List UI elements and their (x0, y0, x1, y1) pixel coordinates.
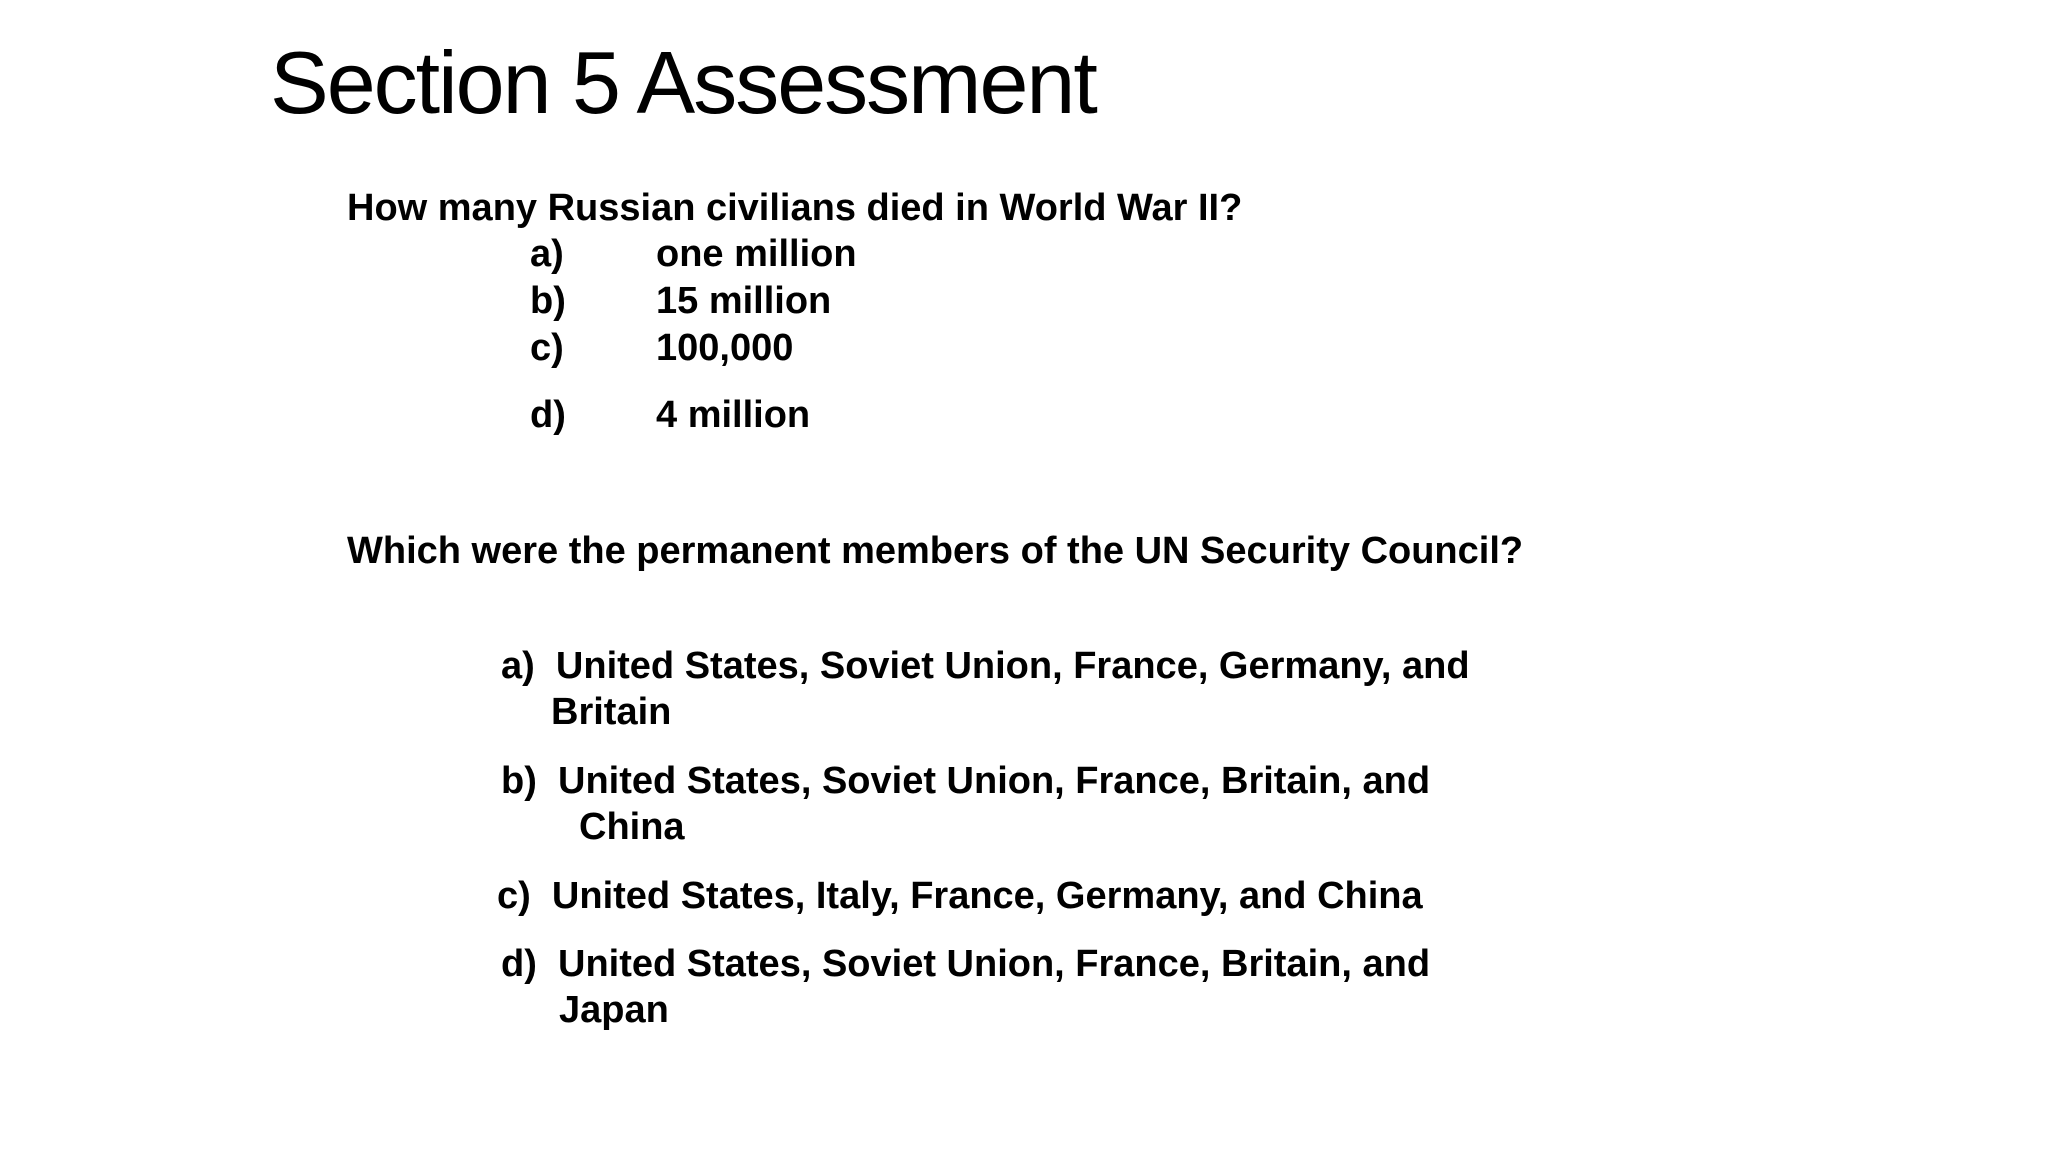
option-text: United States, Soviet Union, France, Germany, and (555, 645, 1470, 687)
option-text: 100,000 (656, 327, 794, 369)
option-letter: d) (530, 394, 566, 436)
option-text: United States, Soviet Union, France, Britain, and (558, 760, 1431, 802)
option-text: 4 million (656, 394, 811, 436)
option-line (501, 941, 1430, 987)
question-2-option-d (501, 941, 1430, 1034)
option-letter: c) (530, 327, 564, 369)
question-2-option-c (497, 873, 1423, 919)
option-letter: a) (530, 233, 564, 275)
option-letter: a) (501, 645, 535, 687)
option-line (501, 758, 1430, 804)
option-letter: b) (530, 280, 566, 322)
option-letter: c) (497, 875, 531, 917)
option-text-continuation: Japan (559, 989, 669, 1032)
option-line (497, 873, 1423, 919)
option-text-continuation: China (579, 806, 685, 849)
option-text: one million (656, 233, 857, 275)
option-text: 15 million (656, 280, 832, 322)
question-2-text: Which were the permanent members of the UN Security Council? (347, 530, 1524, 572)
option-letter: d) (501, 943, 537, 985)
slide-title: Section 5 Assessment (270, 33, 1096, 132)
option-text-continuation: Britain (551, 691, 672, 734)
question-2-option-b (501, 758, 1430, 851)
question-1-text: How many Russian civilians died in World War II? (347, 187, 1243, 229)
option-text: United States, Italy, France, Germany, and China (551, 875, 1423, 917)
question-2-option-a (501, 643, 1470, 736)
option-line (501, 643, 1470, 689)
option-text: United States, Soviet Union, France, Britain, and (558, 943, 1431, 985)
option-letter: b) (501, 760, 537, 802)
